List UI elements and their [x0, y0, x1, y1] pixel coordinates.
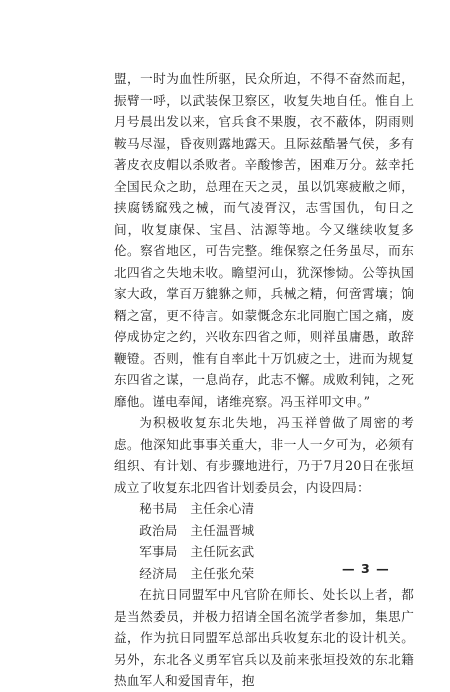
bureau-item: 军事局 主任阮玄武: [139, 544, 255, 559]
paragraph-committee: 为积极收复东北失地，冯玉祥曾做了周密的考虑。他深知此事事关重大，非一人一夕可为，必须有组织、有计划、有步骤地进行，乃于7月20日在张垣成立了收复东北四省计划委员会，内设四局：: [114, 415, 414, 495]
bureau-item: 政治局 主任温晋城: [139, 522, 255, 538]
body-text: [114, 68, 414, 692]
bureau-item: 经济局 主任张允荣: [139, 565, 255, 581]
paragraph-members: 在抗日同盟军中凡官阶在师长、处长以上者，都是当然委员，并极力招请全国名流学者参加，集思广益，作为抗日同盟军总部出兵收复东北的设计机关。另外，东北各义勇军官兵以及前来张垣投效的东北籍热血军人和爱国青年，抱: [114, 587, 414, 688]
paragraph-telegram-end: 盟，一时为血性所驱，民众所迫，不得不奋然而起，振臂一呼，以武装保卫察区，收复失地自任。惟自上月号晨出发以来，官兵食不果腹，衣不蔽体，阴雨则鞍马尽湿，昏夜则露地露天。且际兹酷暑气侯，多有著皮衣皮帽以杀败者。辛酸惨苦，困难万分。兹幸托全国民众之助，总理在天之灵，虽以饥寒疲敝之师，挟腐锈窳残之械，而气凌胥汉，志雪国仇，旬日之间，收复康保、宝昌、沽源等地。今又继续收复多伦。察省地区，可告完整。维保察之任务虽尽，而东北四省之失地未收。瞻望河山，犹深惨恸。公等执国家大政，掌百万貔貅之师，兵械之精，何啻霄壤；饷糈之富，更不待言。如蒙慨念东北同胞亡国之痛，废停成协定之约，兴收东四省之师，则祥虽庸愚，敢辞鞭镫。否则，惟有自率此十万饥疲之士，进而为规复东四省之谋，一息尚存，此志不懈。成败利钝，之死靡他。谨电奉闻，诸维亮察。冯玉祥叩文申。”: [114, 71, 414, 409]
page-number: — 3 —: [342, 561, 390, 576]
bureau-item: 秘书局 主任余心清: [139, 501, 255, 516]
